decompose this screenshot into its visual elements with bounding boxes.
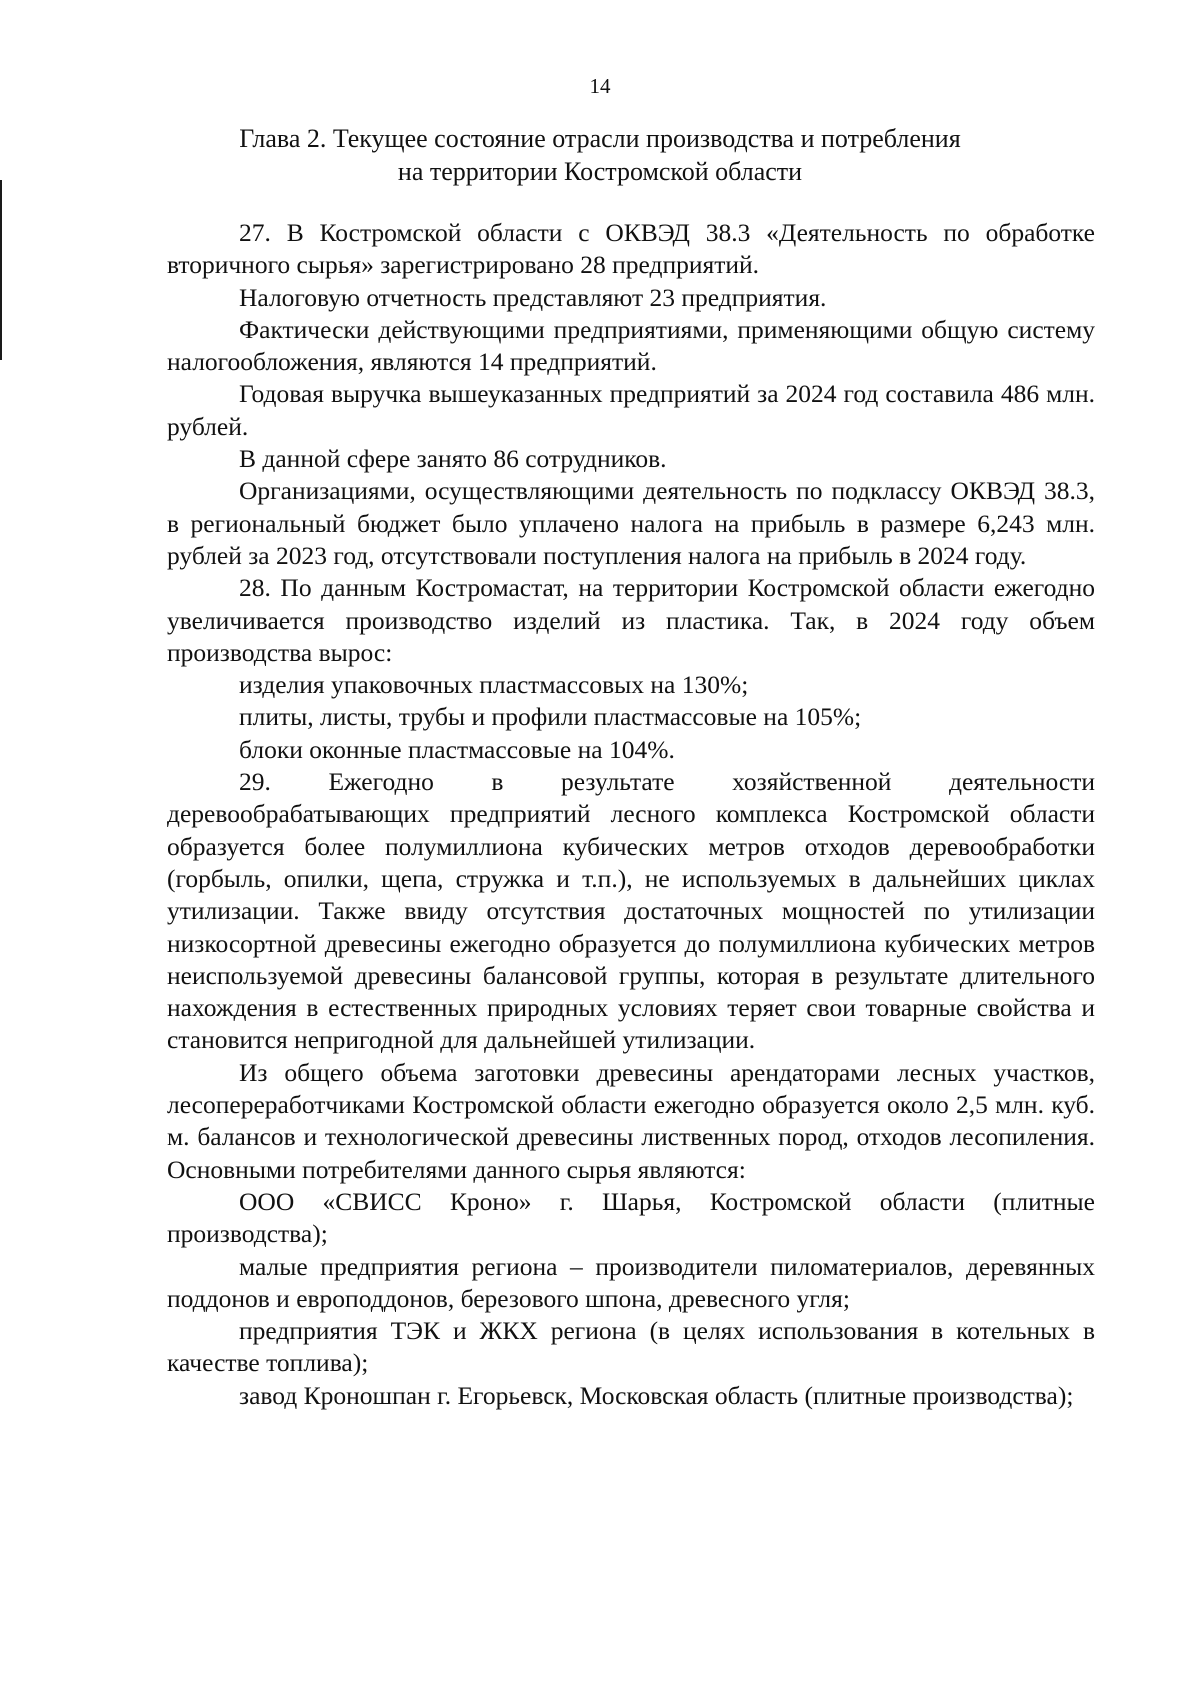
list-item: малые предприятия региона – производители пиломатериалов, деревянных поддонов и европоддонов, березового шпона, древесного угля; [167, 1251, 1095, 1313]
chapter-title-line-2: на территории Костромской области [397, 157, 803, 186]
paragraph-27-employees: В данной сфере занято 86 сотрудников. [239, 444, 667, 474]
list-item: изделия упаковочных пластмассовых на 130%; [239, 670, 749, 700]
paragraph-29: 29. Ежегодно в результате хозяйственной деятельности деревообрабатывающих предприятий лесного комплекса Костромской области образуется более полумиллиона кубических метров отходов деревообработки (горбыль, опилки, щепа, стружка и т.п.), не используемых в дальнейших циклах утилизации. Также ввиду отсутствия достаточных мощностей по утилизации низкосортной древесины ежегодно образуется до полумиллиона кубических метров неиспользуемой древесины балансовой группы, которая в результате длительного нахождения в естественных природных условиях теряет свои товарные свойства и становится непригодной для дальнейшей утилизации. [167, 767, 1095, 1055]
list-item: блоки оконные пластмассовые на 104%. [239, 734, 675, 764]
paragraph-27-revenue: Годовая выручка вышеуказанных предприятий за 2024 год составила 486 млн. рублей. [167, 379, 1095, 441]
chapter-title [150, 122, 1050, 188]
paragraph-timber-volume: Из общего объема заготовки древесины арендаторами лесных участков, лесопереработчиками Костромской области ежегодно образуется около 2,5 млн. куб. м. балансов и технологической древесины лиственных пород, отходов лесопиления. Основными потребителями данного сырья являются: [167, 1057, 1095, 1184]
page-number: 14 [589, 74, 611, 98]
paragraph-28: 28. По данным Костромастат, на территории Костромской области ежегодно увеличивается производство изделий из пластика. Так, в 2024 году объем производства вырос: [167, 573, 1095, 667]
list-item: ООО «СВИСС Кроно» г. Шарья, Костромской области (плитные производства); [167, 1186, 1095, 1249]
paragraph-27-registered: 27. В Костромской области с ОКВЭД 38.3 «Деятельность по обработке вторичного сырья» зарегистрировано 28 предприятий. [167, 218, 1095, 280]
list-item: плиты, листы, трубы и профили пластмассовые на 105%; [239, 702, 862, 732]
list-item: завод Кроношпан г. Егорьевск, Московская область (плитные производства); [239, 1380, 1074, 1410]
document-body [167, 217, 1095, 1412]
paragraph-27-profit-tax: Организациями, осуществляющими деятельность по подклассу ОКВЭД 38.3, в региональный бюджет было уплачено налога на прибыль в размере 6,243 млн. рублей за 2023 год, отсутствовали поступления налога на прибыль в 2024 году. [167, 476, 1095, 570]
paragraph-27-active-enterprises: Фактически действующими предприятиями, применяющими общую систему налогообложения, являются 14 предприятий. [167, 314, 1095, 377]
scan-edge-mark [0, 180, 2, 360]
paragraph-27-tax-reporting: Налоговую отчетность представляют 23 предприятия. [239, 282, 827, 312]
list-item: предприятия ТЭК и ЖКХ региона (в целях использования в котельных в качестве топлива); [167, 1316, 1095, 1378]
chapter-title-line-1: Глава 2. Текущее состояние отрасли производства и потребления [239, 124, 961, 153]
